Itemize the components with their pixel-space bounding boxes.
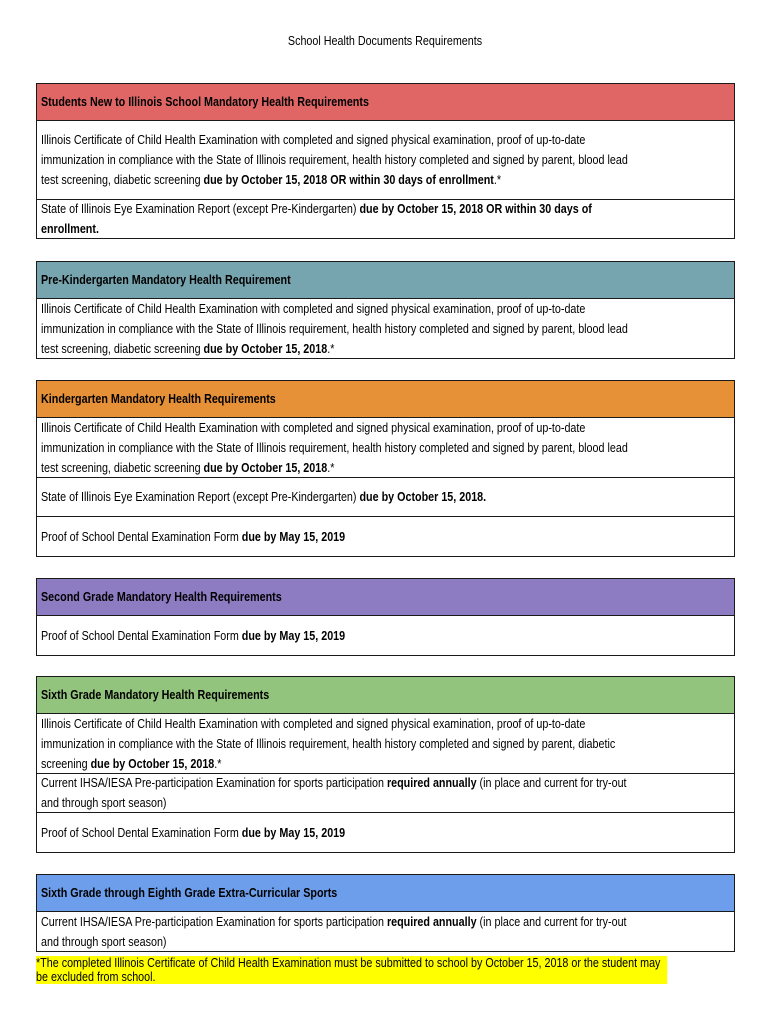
section-second-grade <box>36 578 735 656</box>
row-due-date: due by October 15, 2018 OR within 30 days of enrollment <box>203 173 494 187</box>
section-header <box>37 381 734 418</box>
row-tail: .* <box>327 460 335 475</box>
section-pre-kindergarten <box>36 261 735 359</box>
row-tail: .* <box>214 756 222 771</box>
row-tail: .* <box>493 173 502 187</box>
section-header <box>37 677 734 714</box>
row-text: Illinois Certificate of Child Health Examination with completed and signed physical examination, proof of up-to-date immunization in compliance with the State of Illinois requirement, health history completed and signed by parent, blood lead test screening, diabetic screening <box>41 420 628 475</box>
requirement-row <box>37 200 734 238</box>
row-due-date: due by October 15, 2018 OR within 30 days of enrollment. <box>41 202 592 236</box>
row-due-date: due by October 15, 2018 <box>90 756 215 771</box>
row-text: State of Illinois Eye Examination Report (except Pre-Kindergarten) <box>41 490 360 504</box>
row-text: Illinois Certificate of Child Health Examination with completed and signed physical examination, proof of up-to-date immunization in compliance with the State of Illinois requirement, health history completed and signed by parent, blood lead test screening, diabetic screening <box>41 301 628 356</box>
row-text: State of Illinois Eye Examination Report (except Pre-Kindergarten) <box>41 202 360 216</box>
requirement-row <box>37 616 734 655</box>
requirement-row <box>37 418 734 478</box>
row-tail: (in place and current for try-out and through sport season) <box>41 776 627 810</box>
row-due-date: due by May 15, 2019 <box>241 628 346 643</box>
section-header-label: Sixth Grade through Eighth Grade Extra-Curricular Sports <box>41 886 338 900</box>
row-due-date: due by October 15, 2018 <box>203 460 328 475</box>
footnote <box>36 956 770 984</box>
row-tail: .* <box>327 341 335 356</box>
section-header-label: Kindergarten Mandatory Health Requirements <box>41 392 276 406</box>
section-header <box>37 262 734 299</box>
requirement-row <box>37 299 734 358</box>
row-text: Illinois Certificate of Child Health Examination with completed and signed physical examination, proof of up-to-date immunization in compliance with the State of Illinois requirement, health history completed and signed by parent, diabetic screening <box>41 716 616 771</box>
row-due-date: required annually <box>386 914 477 929</box>
requirement-row <box>37 813 734 852</box>
row-text: Current IHSA/IESA Pre-participation Examination for sports participation <box>41 776 387 790</box>
section-sixth-grade <box>36 676 735 853</box>
row-due-date: due by May 15, 2019 <box>241 529 346 544</box>
section-header-label: Pre-Kindergarten Mandatory Health Requirement <box>41 273 291 287</box>
row-text: Proof of School Dental Examination Form <box>41 529 242 544</box>
section-new-to-illinois <box>36 83 735 239</box>
section-header <box>37 579 734 616</box>
section-header-label: Sixth Grade Mandatory Health Requirements <box>41 688 270 702</box>
row-tail: (in place and current for try-out and through sport season) <box>41 914 627 949</box>
section-header <box>37 84 734 121</box>
section-header-label: Students New to Illinois School Mandatory Health Requirements <box>41 95 369 109</box>
requirement-row <box>37 121 734 200</box>
page-title: School Health Documents Requirements <box>287 34 483 48</box>
footnote-text: *The completed Illinois Certificate of Child Health Examination must be submitted to school by October 15, 2018 or the student may be excluded from school. <box>36 956 667 984</box>
row-due-date: required annually <box>386 776 477 790</box>
row-text: Current IHSA/IESA Pre-participation Examination for sports participation <box>41 914 387 929</box>
row-text: Proof of School Dental Examination Form <box>41 628 242 643</box>
row-text: Illinois Certificate of Child Health Examination with completed and signed physical examination, proof of up-to-date immunization in compliance with the State of Illinois requirement, health history completed and signed by parent, blood lead test screening, diabetic screening <box>41 133 628 187</box>
section-extra-curricular-sports <box>36 874 735 952</box>
section-header <box>37 875 734 912</box>
section-header-label: Second Grade Mandatory Health Requirements <box>41 590 282 604</box>
requirement-row <box>37 478 734 517</box>
requirement-row <box>37 517 734 556</box>
requirement-row <box>37 774 734 813</box>
row-due-date: due by October 15, 2018 <box>203 341 328 356</box>
row-due-date: due by May 15, 2019 <box>241 825 346 840</box>
section-kindergarten <box>36 380 735 557</box>
requirement-row <box>37 912 734 951</box>
row-text: Proof of School Dental Examination Form <box>41 825 242 840</box>
requirement-row <box>37 714 734 774</box>
row-due-date: due by October 15, 2018. <box>359 490 487 504</box>
